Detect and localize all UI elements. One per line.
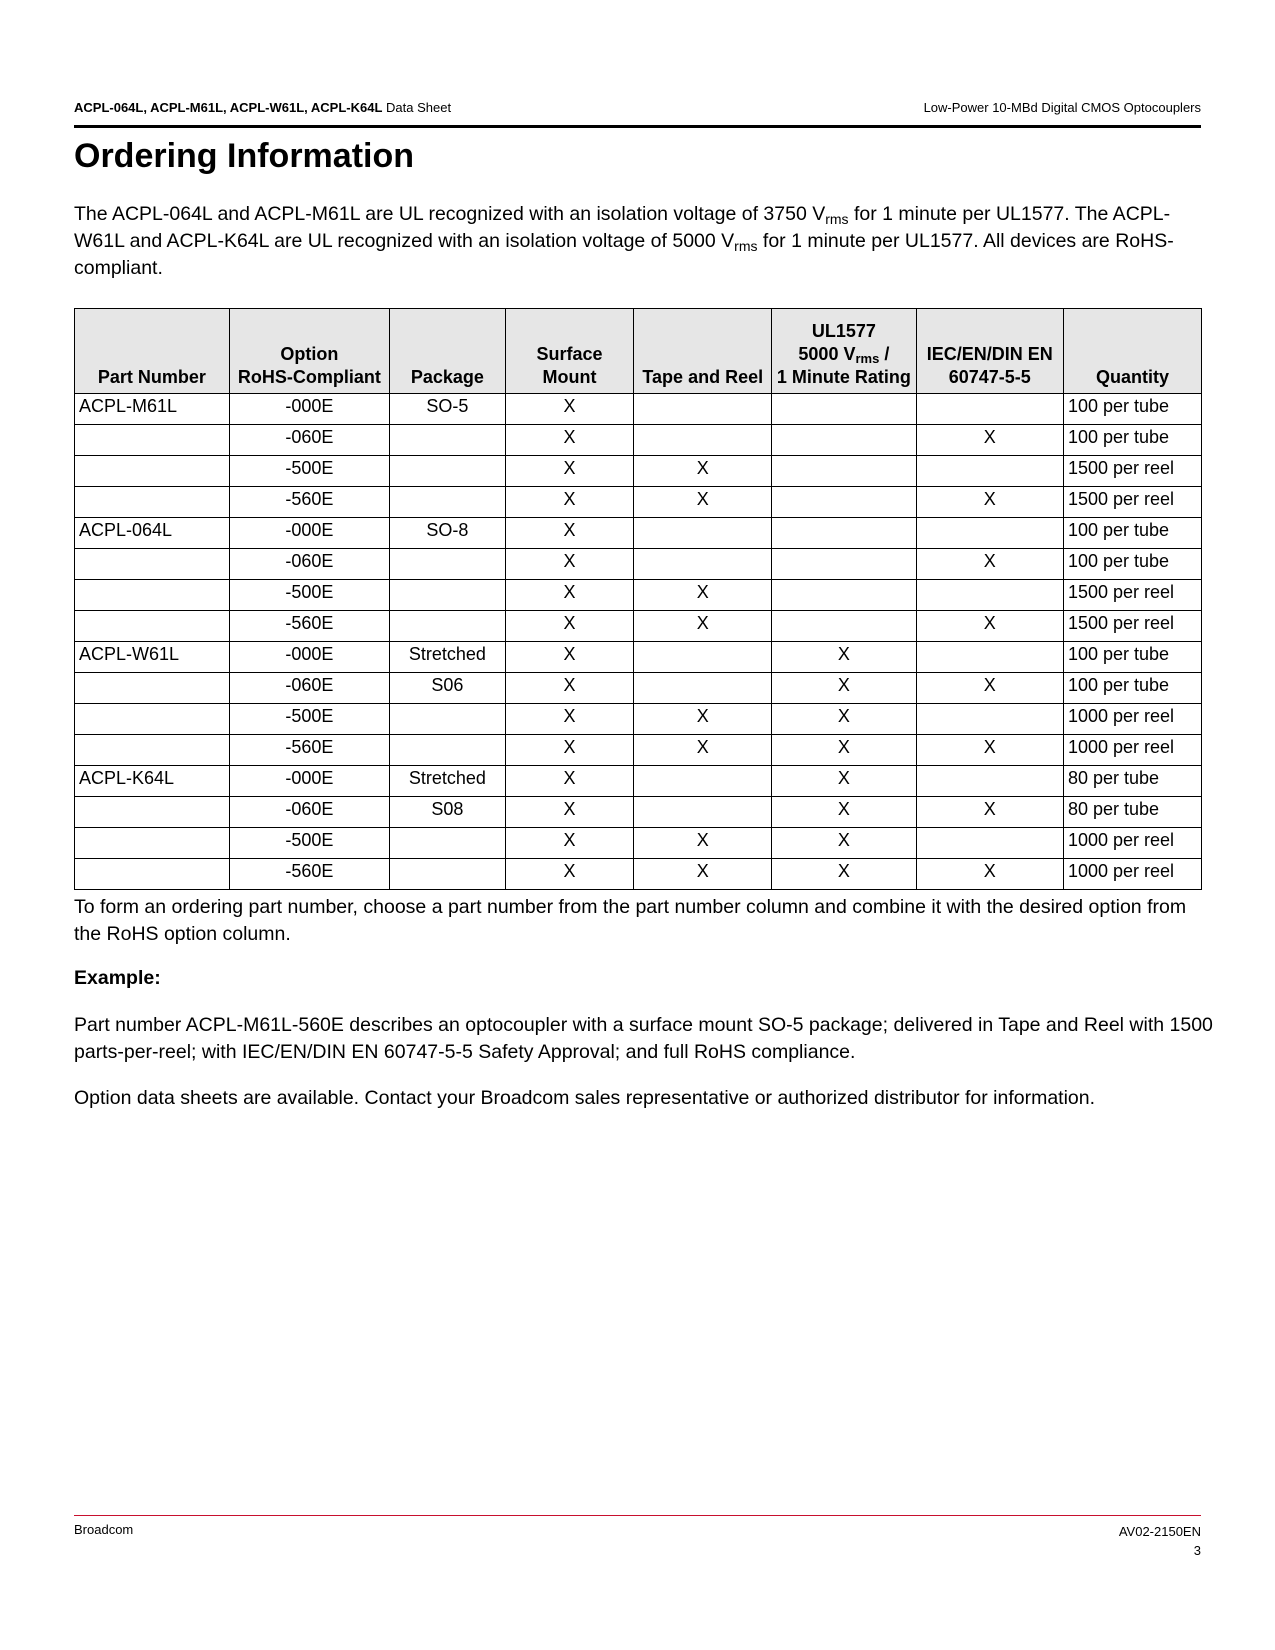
quantity-cell: 100 per tube xyxy=(1063,394,1201,425)
header-product-title: Low-Power 10-MBd Digital CMOS Optocouplers xyxy=(923,100,1201,115)
iec-cell: X xyxy=(916,611,1063,642)
quantity-cell: 100 per tube xyxy=(1063,549,1201,580)
table-header-row xyxy=(75,309,1202,394)
part-number-cell: ACPL-K64L xyxy=(75,766,230,797)
package-cell: Stretched xyxy=(389,766,505,797)
intro-text-3: for 1 minute per UL1577. All devices are RoHS-compliant. xyxy=(74,230,1174,279)
ul1577-cell xyxy=(772,518,916,549)
ul1577-cell: X xyxy=(772,673,916,704)
part-number-cell: ACPL-M61L xyxy=(75,394,230,425)
part-number-cell xyxy=(75,828,230,859)
col-header-ul-subscript: rms xyxy=(855,351,880,366)
option-cell: -060E xyxy=(229,673,389,704)
option-cell: -560E xyxy=(229,487,389,518)
table-row xyxy=(75,611,1202,642)
page-header xyxy=(74,100,1201,118)
surface-mount-cell: X xyxy=(505,673,633,704)
table-row xyxy=(75,394,1202,425)
surface-mount-cell: X xyxy=(505,394,633,425)
package-cell xyxy=(389,549,505,580)
package-cell: S06 xyxy=(389,673,505,704)
ul1577-cell xyxy=(772,456,916,487)
col-header-ul-line2b: / xyxy=(879,344,890,364)
col-header-tape-reel: Tape and Reel xyxy=(634,309,772,394)
col-header-part-number: Part Number xyxy=(75,309,230,394)
option-cell: -060E xyxy=(229,425,389,456)
col-header-surface-line1: Surface xyxy=(536,344,603,364)
footer-company: Broadcom xyxy=(74,1522,134,1537)
ordering-table xyxy=(74,308,1202,890)
tape-reel-cell xyxy=(634,425,772,456)
ul1577-cell xyxy=(772,487,916,518)
ul1577-cell: X xyxy=(772,766,916,797)
example-heading: Example: xyxy=(74,967,161,989)
iec-cell: X xyxy=(916,487,1063,518)
table-row xyxy=(75,580,1202,611)
package-cell xyxy=(389,735,505,766)
tape-reel-cell xyxy=(634,642,772,673)
quantity-cell: 1000 per reel xyxy=(1063,735,1201,766)
tape-reel-cell: X xyxy=(634,611,772,642)
col-header-surface-mount xyxy=(505,309,633,394)
option-cell: -000E xyxy=(229,766,389,797)
iec-cell xyxy=(916,580,1063,611)
part-number-cell xyxy=(75,673,230,704)
tape-reel-cell: X xyxy=(634,456,772,487)
table-row xyxy=(75,518,1202,549)
quantity-cell: 100 per tube xyxy=(1063,673,1201,704)
header-doc-title xyxy=(74,100,451,115)
surface-mount-cell: X xyxy=(505,487,633,518)
part-number-cell xyxy=(75,797,230,828)
col-header-iec xyxy=(916,309,1063,394)
surface-mount-cell: X xyxy=(505,580,633,611)
col-header-ul-line2a: 5000 V xyxy=(798,344,856,364)
table-row xyxy=(75,425,1202,456)
option-cell: -500E xyxy=(229,828,389,859)
surface-mount-cell: X xyxy=(505,518,633,549)
surface-mount-cell: X xyxy=(505,859,633,890)
ordering-table-body xyxy=(75,394,1202,890)
col-header-option-line1: Option xyxy=(280,344,339,364)
ul1577-cell: X xyxy=(772,642,916,673)
package-cell: S08 xyxy=(389,797,505,828)
section-title: Ordering Information xyxy=(74,137,414,175)
table-row xyxy=(75,549,1202,580)
col-header-quantity: Quantity xyxy=(1063,309,1201,394)
header-doc-type: Data Sheet xyxy=(386,100,452,115)
col-header-iec-line1: IEC/EN/DIN EN xyxy=(926,344,1053,364)
ul1577-cell: X xyxy=(772,797,916,828)
iec-cell: X xyxy=(916,735,1063,766)
tape-reel-cell: X xyxy=(634,704,772,735)
ul1577-cell: X xyxy=(772,704,916,735)
tape-reel-cell: X xyxy=(634,735,772,766)
header-rule xyxy=(74,125,1201,128)
intro-text-1: The ACPL-064L and ACPL-M61L are UL recognized with an isolation voltage of 3750 V xyxy=(74,203,826,225)
iec-cell: X xyxy=(916,425,1063,456)
option-datasheet-note: Option data sheets are available. Contact your Broadcom sales representative or authorized distributor for information. xyxy=(74,1087,1096,1109)
part-number-cell xyxy=(75,611,230,642)
package-cell: SO-5 xyxy=(389,394,505,425)
table-row xyxy=(75,487,1202,518)
part-number-cell xyxy=(75,580,230,611)
option-cell: -060E xyxy=(229,549,389,580)
intro-subscript-1: rms xyxy=(825,211,849,227)
package-cell xyxy=(389,425,505,456)
ul1577-cell: X xyxy=(772,735,916,766)
col-header-iec-line2: 60747-5-5 xyxy=(948,367,1031,387)
tape-reel-cell: X xyxy=(634,487,772,518)
quantity-cell: 80 per tube xyxy=(1063,766,1201,797)
col-header-option-line2: RoHS-Compliant xyxy=(237,367,381,387)
col-header-package: Package xyxy=(389,309,505,394)
surface-mount-cell: X xyxy=(505,456,633,487)
option-cell: -560E xyxy=(229,611,389,642)
table-row xyxy=(75,704,1202,735)
option-cell: -000E xyxy=(229,518,389,549)
tape-reel-cell xyxy=(634,549,772,580)
part-number-cell xyxy=(75,487,230,518)
iec-cell xyxy=(916,394,1063,425)
footer-doc-number: AV02-2150EN xyxy=(1118,1524,1201,1539)
option-cell: -500E xyxy=(229,456,389,487)
tape-reel-cell: X xyxy=(634,859,772,890)
iec-cell xyxy=(916,766,1063,797)
tape-reel-cell: X xyxy=(634,828,772,859)
ul1577-cell xyxy=(772,394,916,425)
ul1577-cell: X xyxy=(772,828,916,859)
package-cell xyxy=(389,456,505,487)
col-header-option xyxy=(229,309,389,394)
package-cell xyxy=(389,580,505,611)
part-number-cell xyxy=(75,735,230,766)
quantity-cell: 1500 per reel xyxy=(1063,487,1201,518)
ul1577-cell xyxy=(772,580,916,611)
tape-reel-cell xyxy=(634,766,772,797)
ul1577-cell xyxy=(772,425,916,456)
tape-reel-cell xyxy=(634,394,772,425)
table-row xyxy=(75,673,1202,704)
intro-text-2: for 1 minute per UL1577. The ACPL-W61L and ACPL-K64L are UL recognized with an isolation voltage of 5000 V xyxy=(74,203,1171,252)
quantity-cell: 100 per tube xyxy=(1063,642,1201,673)
quantity-cell: 1500 per reel xyxy=(1063,456,1201,487)
col-header-ul-line3: 1 Minute Rating xyxy=(776,367,911,387)
surface-mount-cell: X xyxy=(505,735,633,766)
tape-reel-cell: X xyxy=(634,580,772,611)
package-cell: SO-8 xyxy=(389,518,505,549)
table-row xyxy=(75,859,1202,890)
tape-reel-cell xyxy=(634,797,772,828)
table-row xyxy=(75,642,1202,673)
ul1577-cell xyxy=(772,549,916,580)
package-cell xyxy=(389,611,505,642)
package-cell xyxy=(389,859,505,890)
ordering-instructions: To form an ordering part number, choose a part number from the part number column and combine it with the desired option from the RoHS option column. xyxy=(74,896,1187,945)
iec-cell: X xyxy=(916,549,1063,580)
surface-mount-cell: X xyxy=(505,611,633,642)
part-number-cell: ACPL-064L xyxy=(75,518,230,549)
footer-page-number: 3 xyxy=(1193,1543,1201,1558)
part-number-cell xyxy=(75,425,230,456)
part-number-cell: ACPL-W61L xyxy=(75,642,230,673)
option-cell: -500E xyxy=(229,704,389,735)
table-row xyxy=(75,456,1202,487)
option-cell: -060E xyxy=(229,797,389,828)
example-paragraph: Part number ACPL-M61L-560E describes an optocoupler with a surface mount SO-5 package; delivered in Tape and Reel with 1500 parts-per-reel; with IEC/EN/DIN EN 60747-5-5 Safety Approval; and full RoHS compliance. xyxy=(74,1014,1213,1063)
intro-subscript-2: rms xyxy=(734,238,758,254)
iec-cell xyxy=(916,456,1063,487)
header-part-list: ACPL-064L, ACPL-M61L, ACPL-W61L, ACPL-K64L xyxy=(74,100,383,115)
quantity-cell: 1000 per reel xyxy=(1063,828,1201,859)
iec-cell: X xyxy=(916,673,1063,704)
option-cell: -560E xyxy=(229,859,389,890)
ul1577-cell: X xyxy=(772,859,916,890)
surface-mount-cell: X xyxy=(505,704,633,735)
package-cell xyxy=(389,828,505,859)
part-number-cell xyxy=(75,549,230,580)
table-row xyxy=(75,766,1202,797)
quantity-cell: 80 per tube xyxy=(1063,797,1201,828)
iec-cell: X xyxy=(916,797,1063,828)
package-cell xyxy=(389,704,505,735)
surface-mount-cell: X xyxy=(505,642,633,673)
table-row xyxy=(75,735,1202,766)
ul1577-cell xyxy=(772,611,916,642)
option-cell: -560E xyxy=(229,735,389,766)
part-number-cell xyxy=(75,456,230,487)
option-cell: -000E xyxy=(229,642,389,673)
surface-mount-cell: X xyxy=(505,797,633,828)
tape-reel-cell xyxy=(634,518,772,549)
footer-doc-info xyxy=(1119,1522,1201,1560)
surface-mount-cell: X xyxy=(505,425,633,456)
part-number-cell xyxy=(75,859,230,890)
intro-paragraph xyxy=(74,201,1214,282)
footer-rule xyxy=(74,1515,1201,1516)
col-header-ul1577 xyxy=(772,309,916,394)
surface-mount-cell: X xyxy=(505,766,633,797)
iec-cell: X xyxy=(916,859,1063,890)
quantity-cell: 100 per tube xyxy=(1063,518,1201,549)
quantity-cell: 100 per tube xyxy=(1063,425,1201,456)
part-number-cell xyxy=(75,704,230,735)
iec-cell xyxy=(916,828,1063,859)
option-cell: -500E xyxy=(229,580,389,611)
option-cell: -000E xyxy=(229,394,389,425)
quantity-cell: 1500 per reel xyxy=(1063,580,1201,611)
table-row xyxy=(75,828,1202,859)
iec-cell xyxy=(916,642,1063,673)
quantity-cell: 1000 per reel xyxy=(1063,704,1201,735)
quantity-cell: 1500 per reel xyxy=(1063,611,1201,642)
package-cell: Stretched xyxy=(389,642,505,673)
tape-reel-cell xyxy=(634,673,772,704)
table-row xyxy=(75,797,1202,828)
quantity-cell: 1000 per reel xyxy=(1063,859,1201,890)
iec-cell xyxy=(916,518,1063,549)
package-cell xyxy=(389,487,505,518)
col-header-ul-line1: UL1577 xyxy=(811,321,876,341)
surface-mount-cell: X xyxy=(505,828,633,859)
col-header-surface-line2: Mount xyxy=(542,367,597,387)
surface-mount-cell: X xyxy=(505,549,633,580)
iec-cell xyxy=(916,704,1063,735)
